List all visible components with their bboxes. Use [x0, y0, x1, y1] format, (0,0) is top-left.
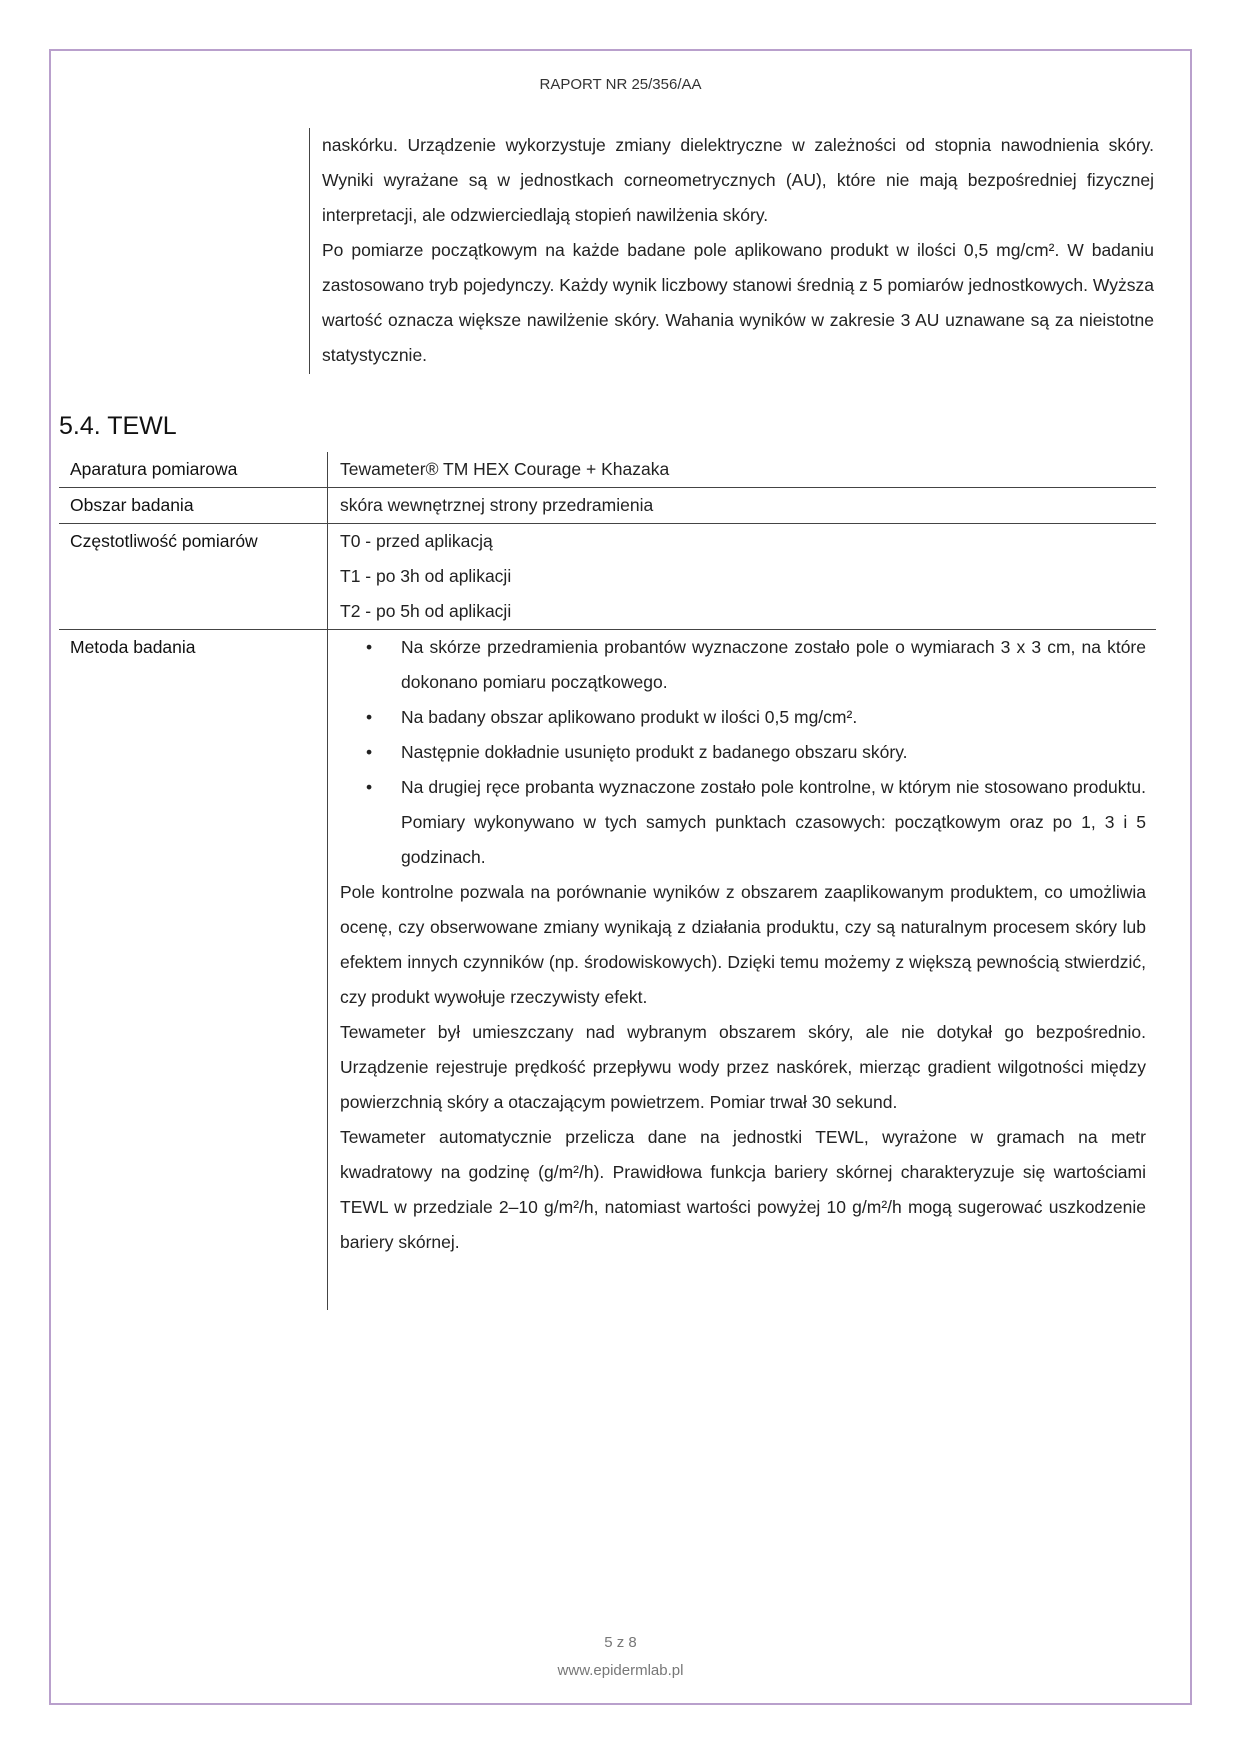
row-label: Obszar badania: [59, 488, 328, 524]
method-paragraph: Tewameter automatycznie przelicza dane na jednostki TEWL, wyrażone w gramach na metr kwadratowy na godzinę (g/m²/h). Prawidłowa funkcja bariery skórnej charakteryzuje się wartościami TEWL w przedziale 2–10 g/m²/h, natomiast wartości powyżej 10 g/m²/h mogą sugerować uszkodzenie bariery skórnej.: [340, 1127, 1146, 1252]
row-value: skóra wewnętrznej strony przedramienia: [328, 488, 1157, 524]
intro-text-block: [309, 128, 1154, 374]
table-row: [59, 524, 1156, 630]
table-row: [59, 630, 1156, 1311]
list-item: • Na skórze przedramienia probantów wyznaczone zostało pole o wymiarach 3 x 3 cm, na które dokonano pomiaru początkowego.: [340, 630, 1146, 700]
list-item: • Na badany obszar aplikowano produkt w ilości 0,5 mg/cm².: [340, 700, 1146, 735]
intro-paragraph: naskórku. Urządzenie wykorzystuje zmiany dielektryczne w zależności od stopnia nawodnienia skóry. Wyniki wyrażane są w jednostkach corneometrycznych (AU), które nie mają bezpośredniej fizycznej interpretacji, ale odzwierciedlają stopień nawilżenia skóry.: [322, 135, 1154, 225]
method-content: [328, 630, 1157, 1311]
frequency-item: T1 - po 3h od aplikacji: [340, 566, 512, 586]
table-row: [59, 452, 1156, 488]
method-bullet-list: [340, 630, 1146, 875]
website-link[interactable]: www.epidermlab.pl: [557, 1662, 684, 1679]
report-number: RAPORT NR 25/356/AA: [539, 76, 702, 93]
row-label: Częstotliwość pomiarów: [59, 524, 328, 630]
table-row: [59, 488, 1156, 524]
frequency-item: T2 - po 5h od aplikacji: [340, 601, 512, 621]
row-value-list: [328, 524, 1157, 630]
method-paragraph: Pole kontrolne pozwala na porównanie wyników z obszarem zaaplikowanym produktem, co umożliwia ocenę, czy obserwowane zmiany wynikają z działania produktu, czy są naturalnym procesem skóry lub efektem innych czynników (np. środowiskowych). Dzięki temu możemy z większą pewnością stwierdzić, czy produkt wywołuje rzeczywisty efekt.: [340, 882, 1146, 1007]
row-label: Aparatura pomiarowa: [59, 452, 328, 488]
tewl-method-table: [59, 452, 1156, 1310]
method-paragraph: Tewameter był umieszczany nad wybranym obszarem skóry, ale nie dotykał go bezpośrednio. Urządzenie rejestruje prędkość przepływu wody przez naskórek, mierząc gradient wilgotności między powierzchnią skóry a otaczającym powietrzem. Pomiar trwał 30 sekund.: [340, 1022, 1146, 1112]
row-value: Tewameter® TM HEX Courage + Khazaka: [328, 452, 1157, 488]
section-title: 5.4. TEWL: [59, 412, 177, 440]
row-label: Metoda badania: [59, 630, 328, 1311]
intro-paragraph: Po pomiarze początkowym na każde badane pole aplikowano produkt w ilości 0,5 mg/cm². W badaniu zastosowano tryb pojedynczy. Każdy wynik liczbowy stanowi średnią z 5 pomiarów jednostkowych. Wyższa wartość oznacza większe nawilżenie skóry. Wahania wyników w zakresie 3 AU uznawane są za nieistotne statystycznie.: [322, 240, 1154, 365]
list-item: • Następnie dokładnie usunięto produkt z badanego obszaru skóry.: [340, 735, 1146, 770]
list-item: • Na drugiej ręce probanta wyznaczone zostało pole kontrolne, w którym nie stosowano produktu. Pomiary wykonywano w tych samych punktach czasowych: początkowym oraz po 1, 3 i 5 godzinach.: [340, 770, 1146, 875]
page-number: 5 z 8: [604, 1634, 637, 1651]
frequency-item: T0 - przed aplikacją: [340, 531, 493, 551]
